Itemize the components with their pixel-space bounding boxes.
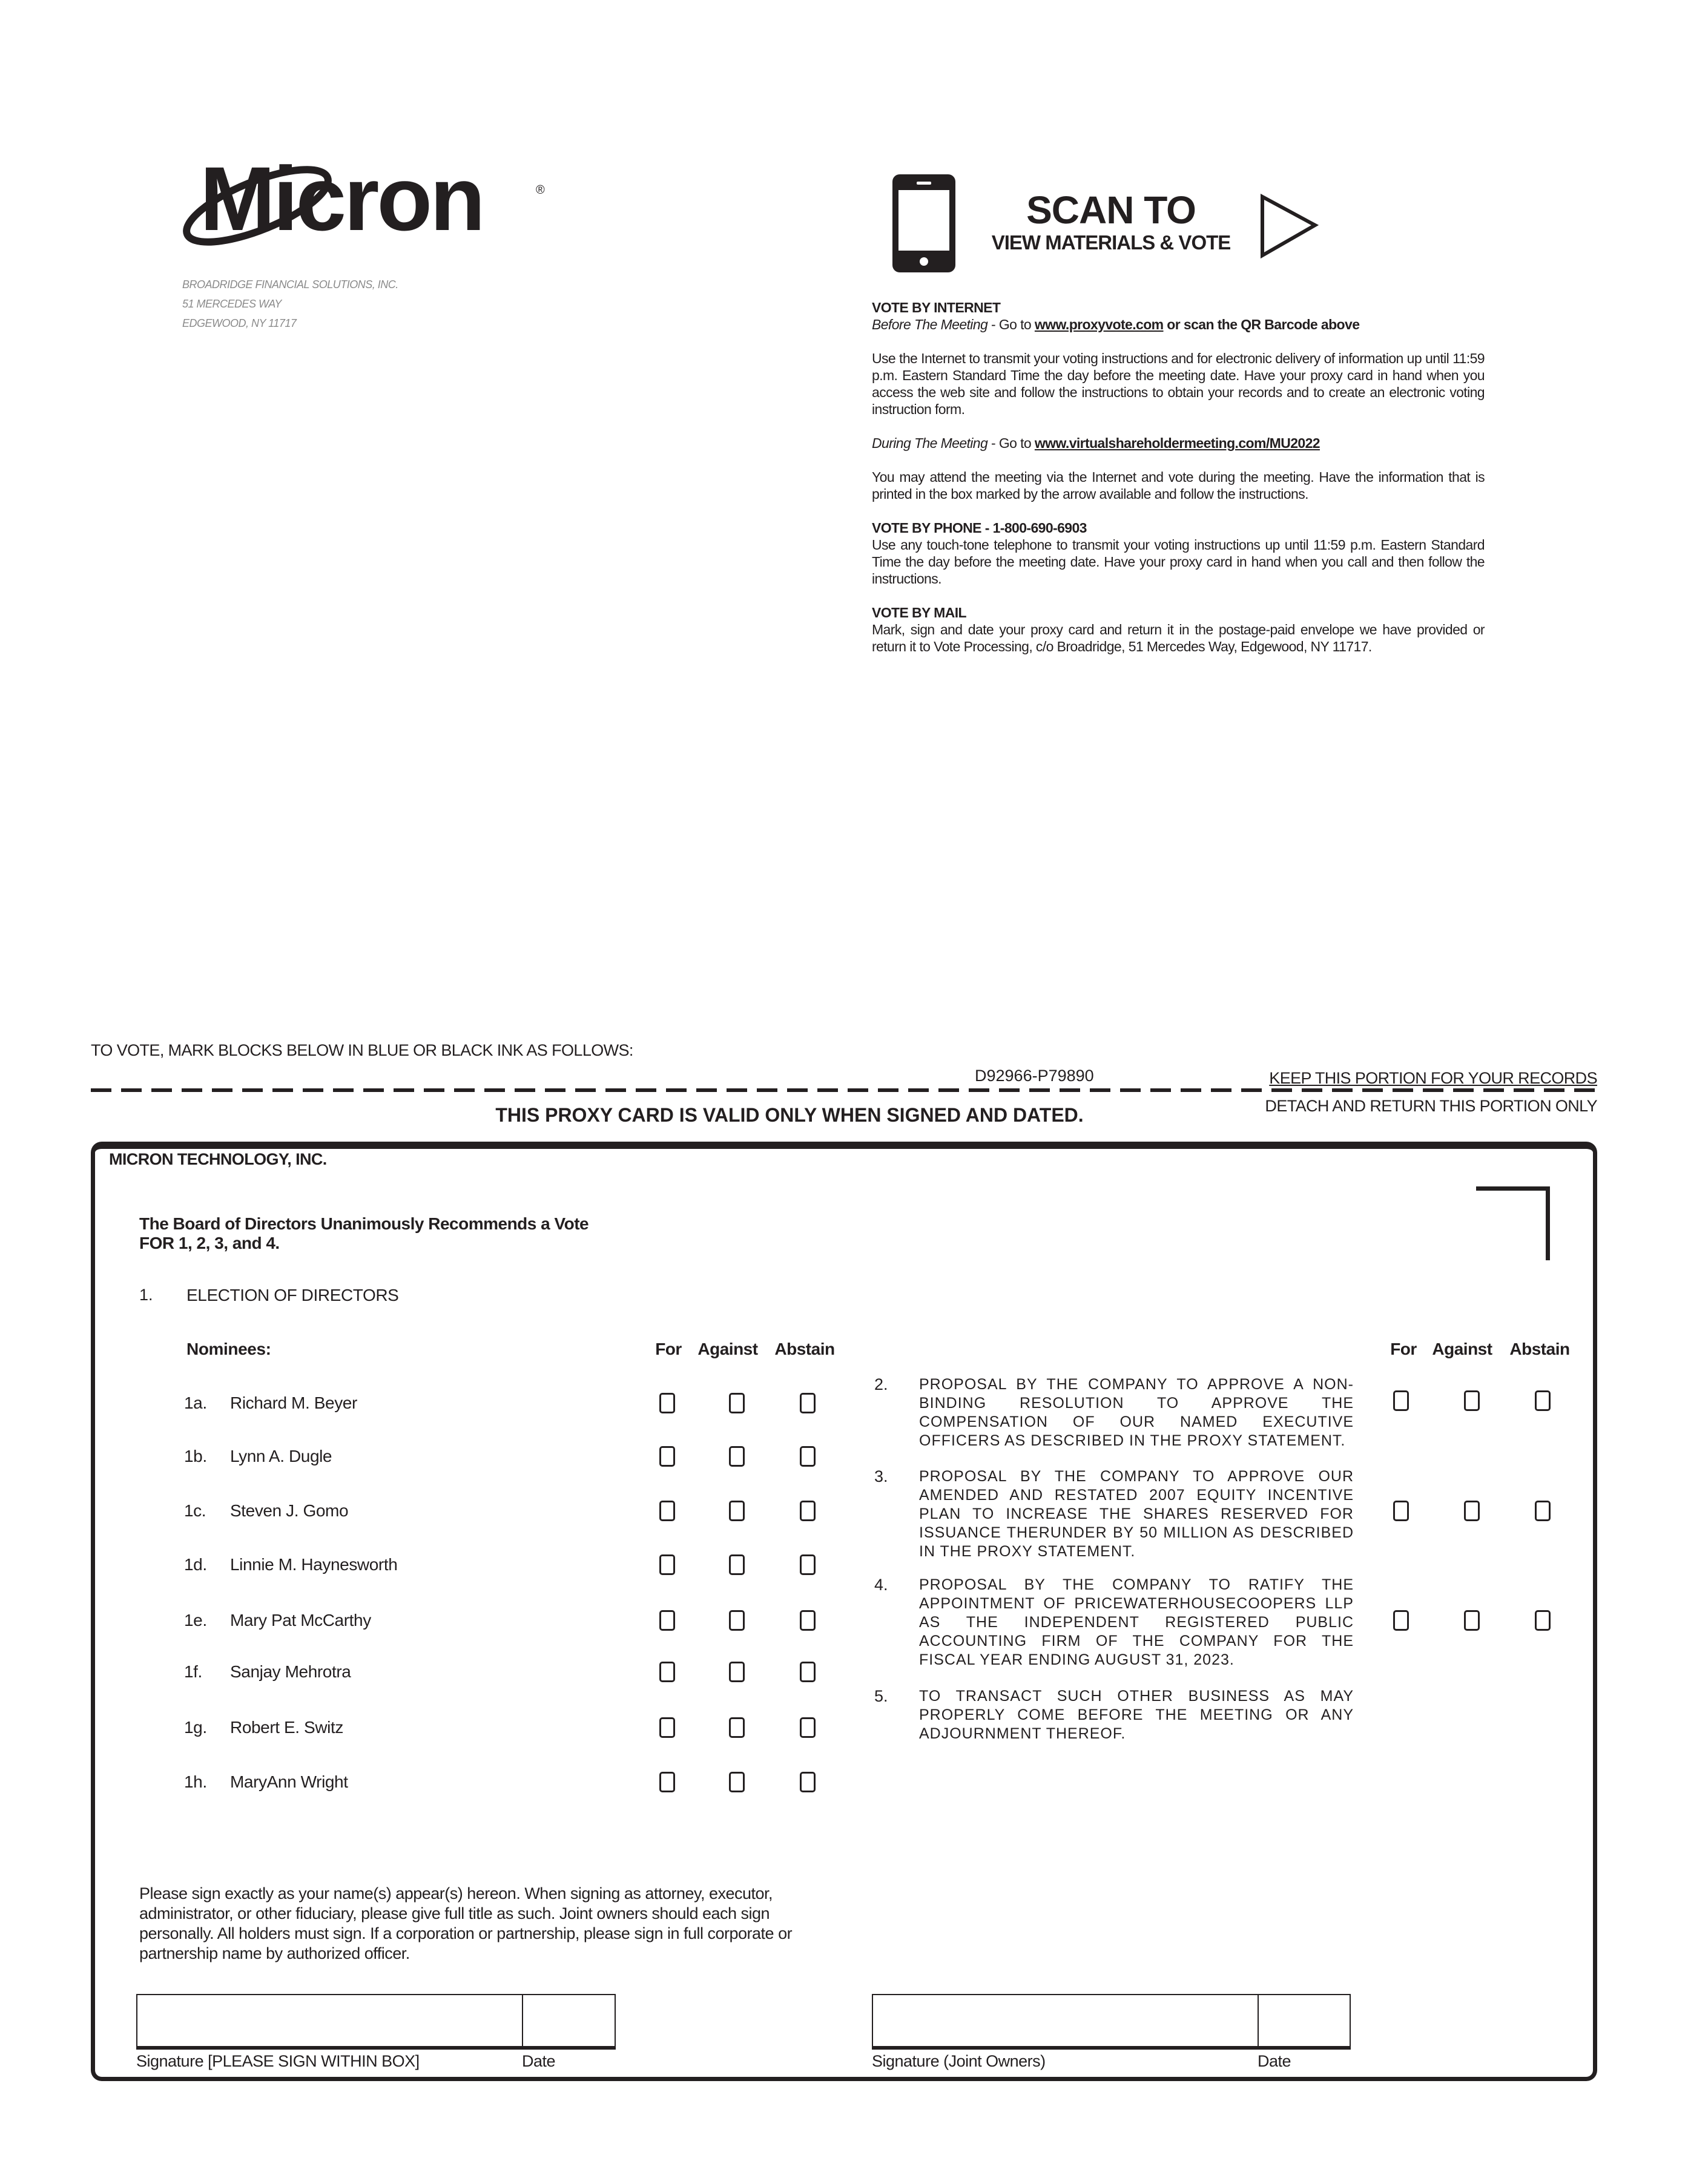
nominee-name: Richard M. Beyer xyxy=(230,1393,357,1412)
internet-heading: VOTE BY INTERNET xyxy=(872,300,1001,315)
company-name: MICRON TECHNOLOGY, INC. xyxy=(109,1150,327,1168)
vote-for-checkbox[interactable] xyxy=(659,1772,675,1792)
vote-against-checkbox[interactable] xyxy=(729,1501,745,1521)
vote-against-checkbox[interactable] xyxy=(729,1610,745,1631)
nominee-id: 1c. xyxy=(184,1501,206,1520)
vote-against-checkbox[interactable] xyxy=(729,1554,745,1575)
col-abstain: Abstain xyxy=(774,1340,835,1358)
sender-line: BROADRIDGE FINANCIAL SOLUTIONS, INC. xyxy=(182,278,398,291)
scan-title: SCAN TO xyxy=(1026,188,1196,232)
detach-label: DETACH AND RETURN THIS PORTION ONLY xyxy=(1265,1097,1597,1115)
nominee-name: Robert E. Switz xyxy=(230,1718,343,1737)
mail-heading: VOTE BY MAIL xyxy=(872,605,966,620)
smartphone-icon xyxy=(891,173,957,274)
nominee-name: Linnie M. Haynesworth xyxy=(230,1555,398,1574)
sender-line: EDGEWOOD, NY 11717 xyxy=(182,317,297,329)
voting-instructions: VOTE BY INTERNET Before The Meeting - Go to www.proxyvote.com or scan the QR Barcode above Use the Internet to transmit your voting instructions and for electronic delivery of information up until 11:59 p.m. Eastern Standard Time the day before the meeting date. Have your proxy card in hand when you access the web site and follow the instructions to obtain your records and to create an electronic voting instruction form. During The Meeting - Go to www.virtualshareholdermeeting.com/MU2022 You may attend the meeting via the Internet and vote during the meeting. Have the information that is printed in the box marked by the arrow available and follow the instructions. VOTE BY PHONE - 1-800-690-6903 Use any touch-tone telephone to transmit your voting instructions up until 11:59 p.m. Eastern Standard Time the day before the meeting date. Have your proxy card in hand when you call and then follow the instructions. VOTE BY MAIL Mark, sign and date your proxy card and return it in the postage-paid envelope we have provided or return it to Vote Processing, c/o Broadridge, 51 Mercedes Way, Edgewood, NY 11717. xyxy=(872,300,1485,654)
vote-abstain-checkbox[interactable] xyxy=(800,1446,816,1467)
nominee-name: Lynn A. Dugle xyxy=(230,1447,332,1465)
nominee-id: 1f. xyxy=(184,1662,202,1681)
vote-abstain-checkbox[interactable] xyxy=(1535,1610,1551,1631)
election-heading: ELECTION OF DIRECTORS xyxy=(186,1286,399,1304)
vote-against-checkbox[interactable] xyxy=(729,1662,745,1682)
vote-for-checkbox[interactable] xyxy=(659,1717,675,1738)
vote-against-checkbox[interactable] xyxy=(1464,1610,1480,1631)
date-label: Date xyxy=(1258,2052,1291,2070)
col-for: For xyxy=(655,1340,682,1358)
internet-body: Use the Internet to transmit your voting instructions and for electronic delivery of information up until 11:59 p.m. Eastern Standard Time the day before the meeting date. Have your proxy card in hand when you access the web site and follow the instructions to obtain your records and to create an electronic voting instruction form. xyxy=(872,350,1485,417)
proposal-number: 4. xyxy=(874,1576,888,1594)
vote-for-checkbox[interactable] xyxy=(659,1554,675,1575)
corner-mark xyxy=(1476,1186,1550,1260)
vote-abstain-checkbox[interactable] xyxy=(1535,1390,1551,1411)
joint-signature-label: Signature (Joint Owners) xyxy=(872,2052,1046,2070)
proposal-number: 2. xyxy=(874,1375,888,1393)
micron-logo xyxy=(179,145,548,260)
nominees-header: Nominees: xyxy=(186,1340,271,1358)
vote-against-checkbox[interactable] xyxy=(1464,1390,1480,1411)
control-number: D92966-P79890 xyxy=(975,1067,1094,1085)
vote-for-checkbox[interactable] xyxy=(1393,1610,1409,1631)
vote-against-checkbox[interactable] xyxy=(729,1772,745,1792)
keep-portion-label: KEEP THIS PORTION FOR YOUR RECORDS xyxy=(1269,1069,1597,1087)
vote-for-checkbox[interactable] xyxy=(659,1662,675,1682)
nominee-name: MaryAnn Wright xyxy=(230,1772,348,1791)
nominee-id: 1a. xyxy=(184,1393,207,1412)
vote-against-checkbox[interactable] xyxy=(729,1446,745,1467)
vote-abstain-checkbox[interactable] xyxy=(800,1610,816,1631)
nominee-id: 1h. xyxy=(184,1772,207,1791)
nominee-name: Sanjay Mehrotra xyxy=(230,1662,351,1681)
col-against: Against xyxy=(697,1340,758,1358)
arrow-right-icon xyxy=(1259,194,1320,260)
scan-subtitle: VIEW MATERIALS & VOTE xyxy=(991,231,1231,254)
sender-line: 51 MERCEDES WAY xyxy=(182,298,282,310)
vote-abstain-checkbox[interactable] xyxy=(800,1772,816,1792)
internet-during-body: You may attend the meeting via the Internet and vote during the meeting. Have the information that is printed in the box marked by the arrow available and follow the instructions. xyxy=(872,469,1485,502)
vote-for-checkbox[interactable] xyxy=(659,1501,675,1521)
proposal-text: TO TRANSACT SUCH OTHER BUSINESS AS MAY PROPERLY COME BEFORE THE MEETING OR ANY ADJOURNMENT THEREOF. xyxy=(919,1688,1354,1742)
col-abstain: Abstain xyxy=(1509,1340,1570,1358)
vote-for-checkbox[interactable] xyxy=(659,1610,675,1631)
signature-box[interactable] xyxy=(136,1994,616,2050)
proxyvote-link[interactable]: www.proxyvote.com xyxy=(1034,317,1164,332)
virtual-meeting-link[interactable]: www.virtualshareholdermeeting.com/MU2022 xyxy=(1034,435,1320,451)
vote-against-checkbox[interactable] xyxy=(729,1393,745,1413)
nominee-id: 1d. xyxy=(184,1555,207,1574)
proposal-number: 3. xyxy=(874,1467,888,1485)
nominee-id: 1e. xyxy=(184,1611,207,1630)
board-recommendation: The Board of Directors Unanimously Recommends a Vote FOR 1, 2, 3, and 4. xyxy=(139,1214,589,1252)
nominee-id: 1b. xyxy=(184,1447,207,1465)
vote-abstain-checkbox[interactable] xyxy=(800,1554,816,1575)
proposal-text: PROPOSAL BY THE COMPANY TO APPROVE OUR AMENDED AND RESTATED 2007 EQUITY INCENTIVE PLAN TO INCREASE THE SHARES RESERVED FOR ISSUANCE THERUNDER BY 50 MILLION AS DESCRIBED IN THE PROXY STATEMENT. xyxy=(919,1468,1354,1560)
nominee-id: 1g. xyxy=(184,1718,207,1737)
vote-for-checkbox[interactable] xyxy=(659,1393,675,1413)
col-for: For xyxy=(1390,1340,1417,1358)
vote-abstain-checkbox[interactable] xyxy=(800,1717,816,1738)
vote-abstain-checkbox[interactable] xyxy=(800,1393,816,1413)
nominee-name: Steven J. Gomo xyxy=(230,1501,349,1520)
signature-label: Signature [PLEASE SIGN WITHIN BOX] xyxy=(136,2052,420,2070)
logo-text: Micron xyxy=(200,148,483,249)
vote-abstain-checkbox[interactable] xyxy=(1535,1501,1551,1521)
svg-text:®: ® xyxy=(536,183,545,197)
item-number: 1. xyxy=(139,1286,153,1304)
vote-against-checkbox[interactable] xyxy=(729,1717,745,1738)
ink-instructions: TO VOTE, MARK BLOCKS BELOW IN BLUE OR BLACK INK AS FOLLOWS: xyxy=(91,1041,633,1059)
date-label: Date xyxy=(522,2052,556,2070)
vote-for-checkbox[interactable] xyxy=(1393,1390,1409,1411)
vote-for-checkbox[interactable] xyxy=(1393,1501,1409,1521)
detach-line xyxy=(91,1088,1597,1092)
proposal-text: PROPOSAL BY THE COMPANY TO APPROVE A NON-BINDING RESOLUTION TO APPROVE THE COMPENSATION OF OUR NAMED EXECUTIVE OFFICERS AS DESCRIBED IN THE PROXY STATEMENT. xyxy=(919,1376,1354,1449)
proposal-text: PROPOSAL BY THE COMPANY TO RATIFY THE APPOINTMENT OF PRICEWATERHOUSECOOPERS LLP AS THE INDEPENDENT REGISTERED PUBLIC ACCOUNTING FIRM OF THE COMPANY FOR THE FISCAL YEAR ENDING AUGUST 31, 2023. xyxy=(919,1576,1354,1668)
joint-signature-box[interactable] xyxy=(872,1994,1351,2050)
vote-abstain-checkbox[interactable] xyxy=(800,1662,816,1682)
nominee-name: Mary Pat McCarthy xyxy=(230,1611,371,1630)
vote-against-checkbox[interactable] xyxy=(1464,1501,1480,1521)
phone-heading: VOTE BY PHONE - 1-800-690-6903 xyxy=(872,520,1087,536)
vote-abstain-checkbox[interactable] xyxy=(800,1501,816,1521)
signing-instructions: Please sign exactly as your name(s) appear(s) hereon. When signing as attorney, executor, administrator, or other fiduciary, please give full title as such. Joint owners should each sign personally. All holders must sign. If a corporation or partnership, please sign in full corporate or partnership name by authorized officer. xyxy=(139,1884,793,1962)
valid-notice: THIS PROXY CARD IS VALID ONLY WHEN SIGNED AND DATED. xyxy=(495,1104,1084,1126)
col-against: Against xyxy=(1432,1340,1492,1358)
proposal-number: 5. xyxy=(874,1687,888,1705)
vote-for-checkbox[interactable] xyxy=(659,1446,675,1467)
